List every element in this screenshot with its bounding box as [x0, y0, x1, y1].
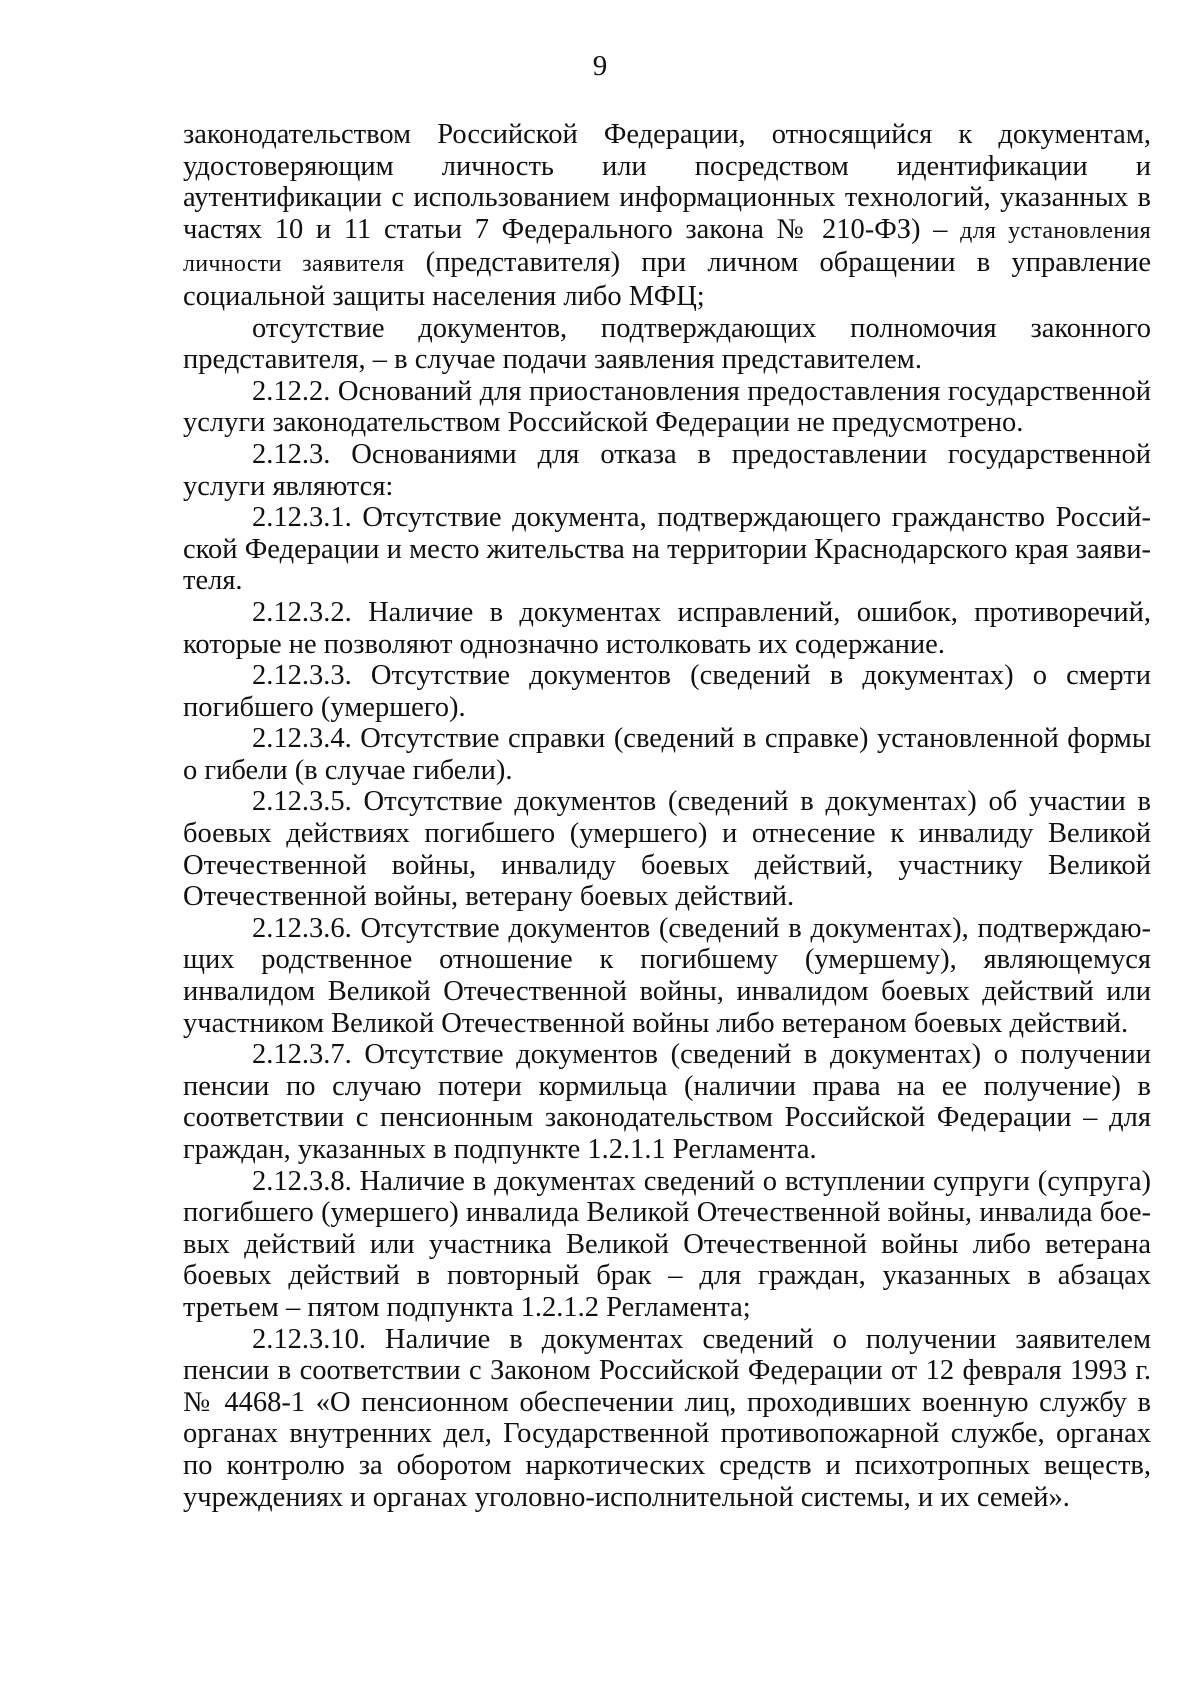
paragraph-2-12-3-3: 2.12.3.3. Отсутствие документов (сведений в документах) о смерти погибшего (умершего). [183, 660, 1151, 723]
paragraph-text: законодательством Российской Федерации, относящийся к документам, удостоверяющим личность или посредством идентификации и аутентификации с использованием информационных технологий, указанных в частях 10 и 11 статьи 7 Федерального закона № 210-ФЗ) – [183, 119, 1151, 245]
paragraph-2-12-3-7: 2.12.3.7. Отсутствие документов (сведений в документах) о получении пенсии по случаю потери кормильца (наличии права на ее получение) в соответствии с пенсионным законодательством Российской Федерации – для граждан, указанных в подпункте 1.2.1.1 Регламента. [183, 1039, 1151, 1165]
paragraph-2-12-3-5: 2.12.3.5. Отсутствие документов (сведений в документах) об участии в боевых действиях погибшего (умершего) и отнесение к инвалиду Великой Отечественной войны, инвалиду боевых действий, участнику Великой Отечественной войны, ветерану боевых действий. [183, 786, 1151, 913]
paragraph-2-12-3-1: 2.12.3.1. Отсутствие документа, подтверждающего гражданство Российской Федерации и место жительства на территории Краснодарского края заявителя. [183, 502, 1151, 597]
paragraph-identity-documents [183, 119, 1151, 313]
paragraph-2-12-3-4: 2.12.3.4. Отсутствие справки (сведений в справке) установленной формы о гибели (в случае гибели). [183, 723, 1151, 786]
paragraph-2-12-3-10: 2.12.3.10. Наличие в документах сведений о получении заявителем пенсии в соответствии с Законом Российской Федерации от 12 февраля 1993 г. № 4468-1 «О пенсионном обеспечении лиц, проходивших военную службу в органах внутренних дел, Государственной противопожарной службе, органах по контролю за оборотом наркотических средств и психотропных веществ, учреждениях и органах уголовно-исполнительной системы, и их семей». [183, 1323, 1151, 1513]
page-number: 9 [592, 50, 608, 82]
paragraph-2-12-3-2: 2.12.3.2. Наличие в документах исправлений, ошибок, противоречий, которые не позволяют однозначно истолковать их содержание. [183, 596, 1151, 660]
paragraph-representative-authority: отсутствие документов, подтверждающих полномочия законного представителя, – в случае подачи заявления представителем. [183, 312, 1151, 376]
paragraph-text: (представителя) при личном обращении в управление социальной защиты населения либо МФЦ; [183, 247, 1151, 312]
paragraph-2-12-3-8: 2.12.3.8. Наличие в документах сведений о вступлении супруги (супруга) погибшего (умершего) инвалида Великой Отечественной войны, инвалида боевых действий или участника Великой Отечественной войны либо ветерана боевых действий в повторный брак – для граждан, указанных в абзацах третьем – пятом подпункта 1.2.1.2 Регламента; [183, 1165, 1151, 1323]
paragraph-text-small: для установления личности заявителя [183, 217, 1151, 278]
paragraph-2-12-3: 2.12.3. Основаниями для отказа в предоставлении государственной услуги являются: [183, 438, 1151, 502]
paragraph-2-12-2: 2.12.2. Оснований для приостановления предоставления государственной услуги законодательством Российской Федерации не предусмотрено. [183, 375, 1151, 439]
paragraph-2-12-3-6: 2.12.3.6. Отсутствие документов (сведений в документах), подтверждающих родственное отношение к погибшему (умершему), являющемуся инвалидом Великой Отечественной войны, инвалидом боевых действий или участником Великой Отечественной войны либо ветераном боевых действий. [183, 912, 1151, 1039]
document-body [183, 119, 1151, 1513]
